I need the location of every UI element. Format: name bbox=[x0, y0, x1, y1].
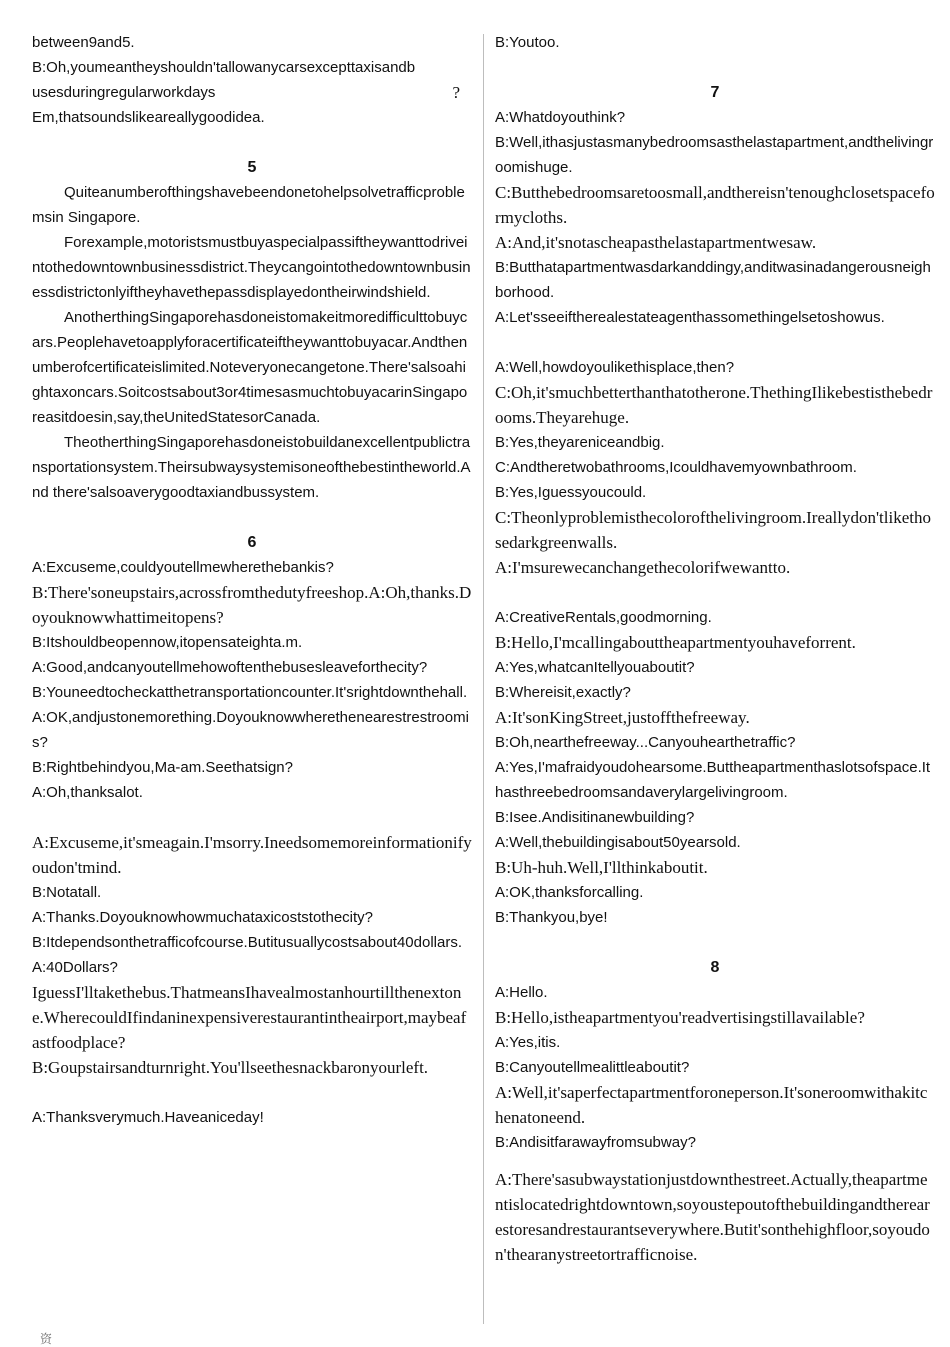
dialog-line: A:OK,thanksforcalling. bbox=[495, 884, 644, 901]
dialog-line: A:OK,andjustonemorething.Doyouknowwherethenearestrestroomis? bbox=[32, 709, 469, 751]
dialog-line: A:Hello. bbox=[495, 984, 548, 1001]
dialog-line: B:Goupstairsandturnright.You'llseethesnackbaronyourleft. bbox=[32, 1058, 429, 1077]
intro-line-2: B:Oh,youmeantheyshouldn'tallowanycarsexcepttaxisandb bbox=[32, 59, 416, 76]
dialog-line: A:Excuseme,couldyoutellmewherethebankis? bbox=[32, 559, 334, 576]
dialog-line: B:Andisitfarawayfromsubway? bbox=[495, 1134, 696, 1151]
dialog-line: A:Yes,I'mafraidyoudohearsome.Buttheapartmenthaslotsofspace.Ithasthreebedroomsandaverylargelivingroom. bbox=[495, 759, 931, 801]
intro-line-4: Em,thatsoundslikeareallygoodidea. bbox=[32, 109, 265, 126]
dialog-line: B:Uh-huh.Well,I'llthinkaboutit. bbox=[495, 858, 708, 877]
dialog-line: B:Itdependsonthetrafficofcourse.Butitusuallycostsabout40dollars. bbox=[32, 934, 462, 951]
dialog-line: IguessI'lltakethebus.ThatmeansIhavealmostanhourtillthenextone.WherecouldIfindaninexpensiverestaurantintheairport,maybeafastfoodplace? bbox=[32, 983, 467, 1052]
dialog-line: B:Whereisit,exactly? bbox=[495, 684, 631, 701]
dialog-line: A:Yes,itis. bbox=[495, 1034, 561, 1051]
dialog-line: A:Well,thebuildingisabout50yearsold. bbox=[495, 834, 741, 851]
dialog-line: A:Let'sseeiftherealestateagenthassomethingelsetoshowus. bbox=[495, 309, 885, 326]
spacer bbox=[495, 330, 935, 355]
spacer bbox=[495, 1155, 935, 1167]
dialog-line: A:It'sonKingStreet,justoffthefreeway. bbox=[495, 708, 750, 727]
spacer bbox=[32, 505, 472, 530]
dialog-line: A:Well,howdoyoulikethisplace,then? bbox=[495, 359, 735, 376]
dialog-line: B:Notatall. bbox=[32, 884, 102, 901]
dialog-line: B:Yes,theyareniceandbig. bbox=[495, 434, 665, 451]
right-column bbox=[495, 30, 935, 1267]
dialog-line: A:I'msurewecanchangethecolorifwewantto. bbox=[495, 558, 791, 577]
section-5-paragraph: Quiteanumberofthingshavebeendonetohelpsolvetrafficproblemsin Singapore. bbox=[32, 184, 465, 226]
dialog-line: A:Thanks.Doyouknowhowmuchataxicoststothecity? bbox=[32, 909, 374, 926]
dialog-line: A:Well,it'saperfectapartmentforoneperson.It'soneroomwithakitchenatoneend. bbox=[495, 1083, 928, 1127]
intro-line-3 bbox=[32, 80, 472, 105]
spacer bbox=[495, 930, 935, 955]
section-5-heading: 5 bbox=[247, 159, 257, 176]
left-column bbox=[32, 30, 472, 1130]
footer-mark: 资 bbox=[40, 1332, 53, 1346]
section-6-heading: 6 bbox=[247, 534, 257, 551]
dialog-line: A:There'sasubwaystationjustdownthestreet.Actually,theapartmentislocatedrightdowntown,soyoustepoutofthebuildingandtherearestoresandrestaurantseverywhere.Butit'sonthehighfloor,soyoudon'thearanystreetortrafficnoise. bbox=[495, 1170, 930, 1264]
dialog-line: B:Isee.Andisitinanewbuilding? bbox=[495, 809, 695, 826]
dialog-line: B:Canyoutellmealittleaboutit? bbox=[495, 1059, 690, 1076]
dialog-line: A:Oh,thanksalot. bbox=[32, 784, 143, 801]
spacer bbox=[495, 55, 935, 80]
dialog-line: A:Excuseme,it'smeagain.I'msorry.Ineedsomemoreinformationifyoudon'tmind. bbox=[32, 833, 472, 877]
dialog-line: A:Yes,whatcanItellyouaboutit? bbox=[495, 659, 695, 676]
dialog-line: B:Youneedtocheckatthetransportationcounter.It'srightdownthehall. bbox=[32, 684, 468, 701]
intro-line-3-text: usesduringregularworkdays bbox=[32, 84, 216, 101]
dialog-line: C:Andtheretwobathrooms,Icouldhavemyownbathroom. bbox=[495, 459, 857, 476]
dialog-line: B:Rightbehindyou,Ma-am.Seethatsign? bbox=[32, 759, 293, 776]
dialog-line: A:Thanksverymuch.Haveaniceday! bbox=[32, 1109, 264, 1126]
column-divider bbox=[483, 34, 484, 1324]
section-5-paragraph: Forexample,motoristsmustbuyaspecialpassiftheywanttodriveintothedowntownbusinessdistrict.Theycangointothedowntownbusinessdistrictonlyiftheyhavethepassdisplayedontheirwindshield. bbox=[32, 234, 471, 301]
dialog-line: B:Butthatapartmentwasdarkanddingy,anditwasinadangerousneighborhood. bbox=[495, 259, 931, 301]
dialog-line: B:There'soneupstairs,acrossfromthedutyfreeshop.A:Oh,thanks.Doyouknowwhattimeitopens? bbox=[32, 583, 472, 627]
dialog-line: B:Youtoo. bbox=[495, 34, 560, 51]
dialog-line: B:Hello,I'mcallingabouttheapartmentyouhaveforrent. bbox=[495, 633, 856, 652]
dialog-line: C:Butthebedroomsaretoosmall,andthereisn'tenoughclosetspaceformycloths. bbox=[495, 183, 935, 227]
section-7-heading: 7 bbox=[710, 84, 720, 101]
dialog-line: B:Yes,Iguessyoucould. bbox=[495, 484, 647, 501]
dialog-line: C:Theonlyproblemisthecolorofthelivingroom.Ireallydon'tlikethosedarkgreenwalls. bbox=[495, 508, 931, 552]
spacer bbox=[32, 805, 472, 830]
dialog-line: B:Oh,nearthefreeway...Canyouhearthetraffic? bbox=[495, 734, 796, 751]
dialog-line: A:And,it'snotascheapasthelastapartmentwesaw. bbox=[495, 233, 817, 252]
dialog-line: C:Oh,it'smuchbetterthanthatotherone.ThethingIlikebestisthebedrooms.Theyarehuge. bbox=[495, 383, 933, 427]
dialog-line: A:Good,andcanyoutellmehowoftenthebusesleaveforthecity? bbox=[32, 659, 428, 676]
spacer bbox=[32, 1080, 472, 1105]
section-5-paragraph: AnotherthingSingaporehasdoneistomakeitmoredifficulttobuycars.Peoplehavetoapplyforacertificateiftheywanttobuyacar.Andthenumberofcertificateislimited.Noteveryonecangetone.There'salsoahightaxoncars.Soitcostsabout3or4timesasmuchtobuyacarinSingaporeasitdoesin,say,theUnitedStatesorCanada. bbox=[32, 309, 468, 426]
question-mark: ? bbox=[452, 83, 460, 102]
dialog-line: B:Itshouldbeopennow,itopensateighta.m. bbox=[32, 634, 303, 651]
dialog-line: B:Well,ithasjustasmanybedroomsasthelastapartment,andthelivingroomishuge. bbox=[495, 134, 934, 176]
dialog-line: A:40Dollars? bbox=[32, 959, 118, 976]
dialog-line: A:CreativeRentals,goodmorning. bbox=[495, 609, 712, 626]
dialog-line: A:Whatdoyouthink? bbox=[495, 109, 626, 126]
section-5-paragraph: TheotherthingSingaporehasdoneistobuildanexcellentpublictransportationsystem.Theirsubwaysystemisoneofthebestintheworld.And there'salsoaverygoodtaxiandbussystem. bbox=[32, 434, 471, 501]
section-8-heading: 8 bbox=[710, 959, 720, 976]
spacer bbox=[495, 580, 935, 605]
intro-line-1: between9and5. bbox=[32, 34, 135, 51]
dialog-line: B:Thankyou,bye! bbox=[495, 909, 608, 926]
dialog-line: B:Hello,istheapartmentyou'readvertisingstillavailable? bbox=[495, 1008, 865, 1027]
spacer bbox=[32, 130, 472, 155]
